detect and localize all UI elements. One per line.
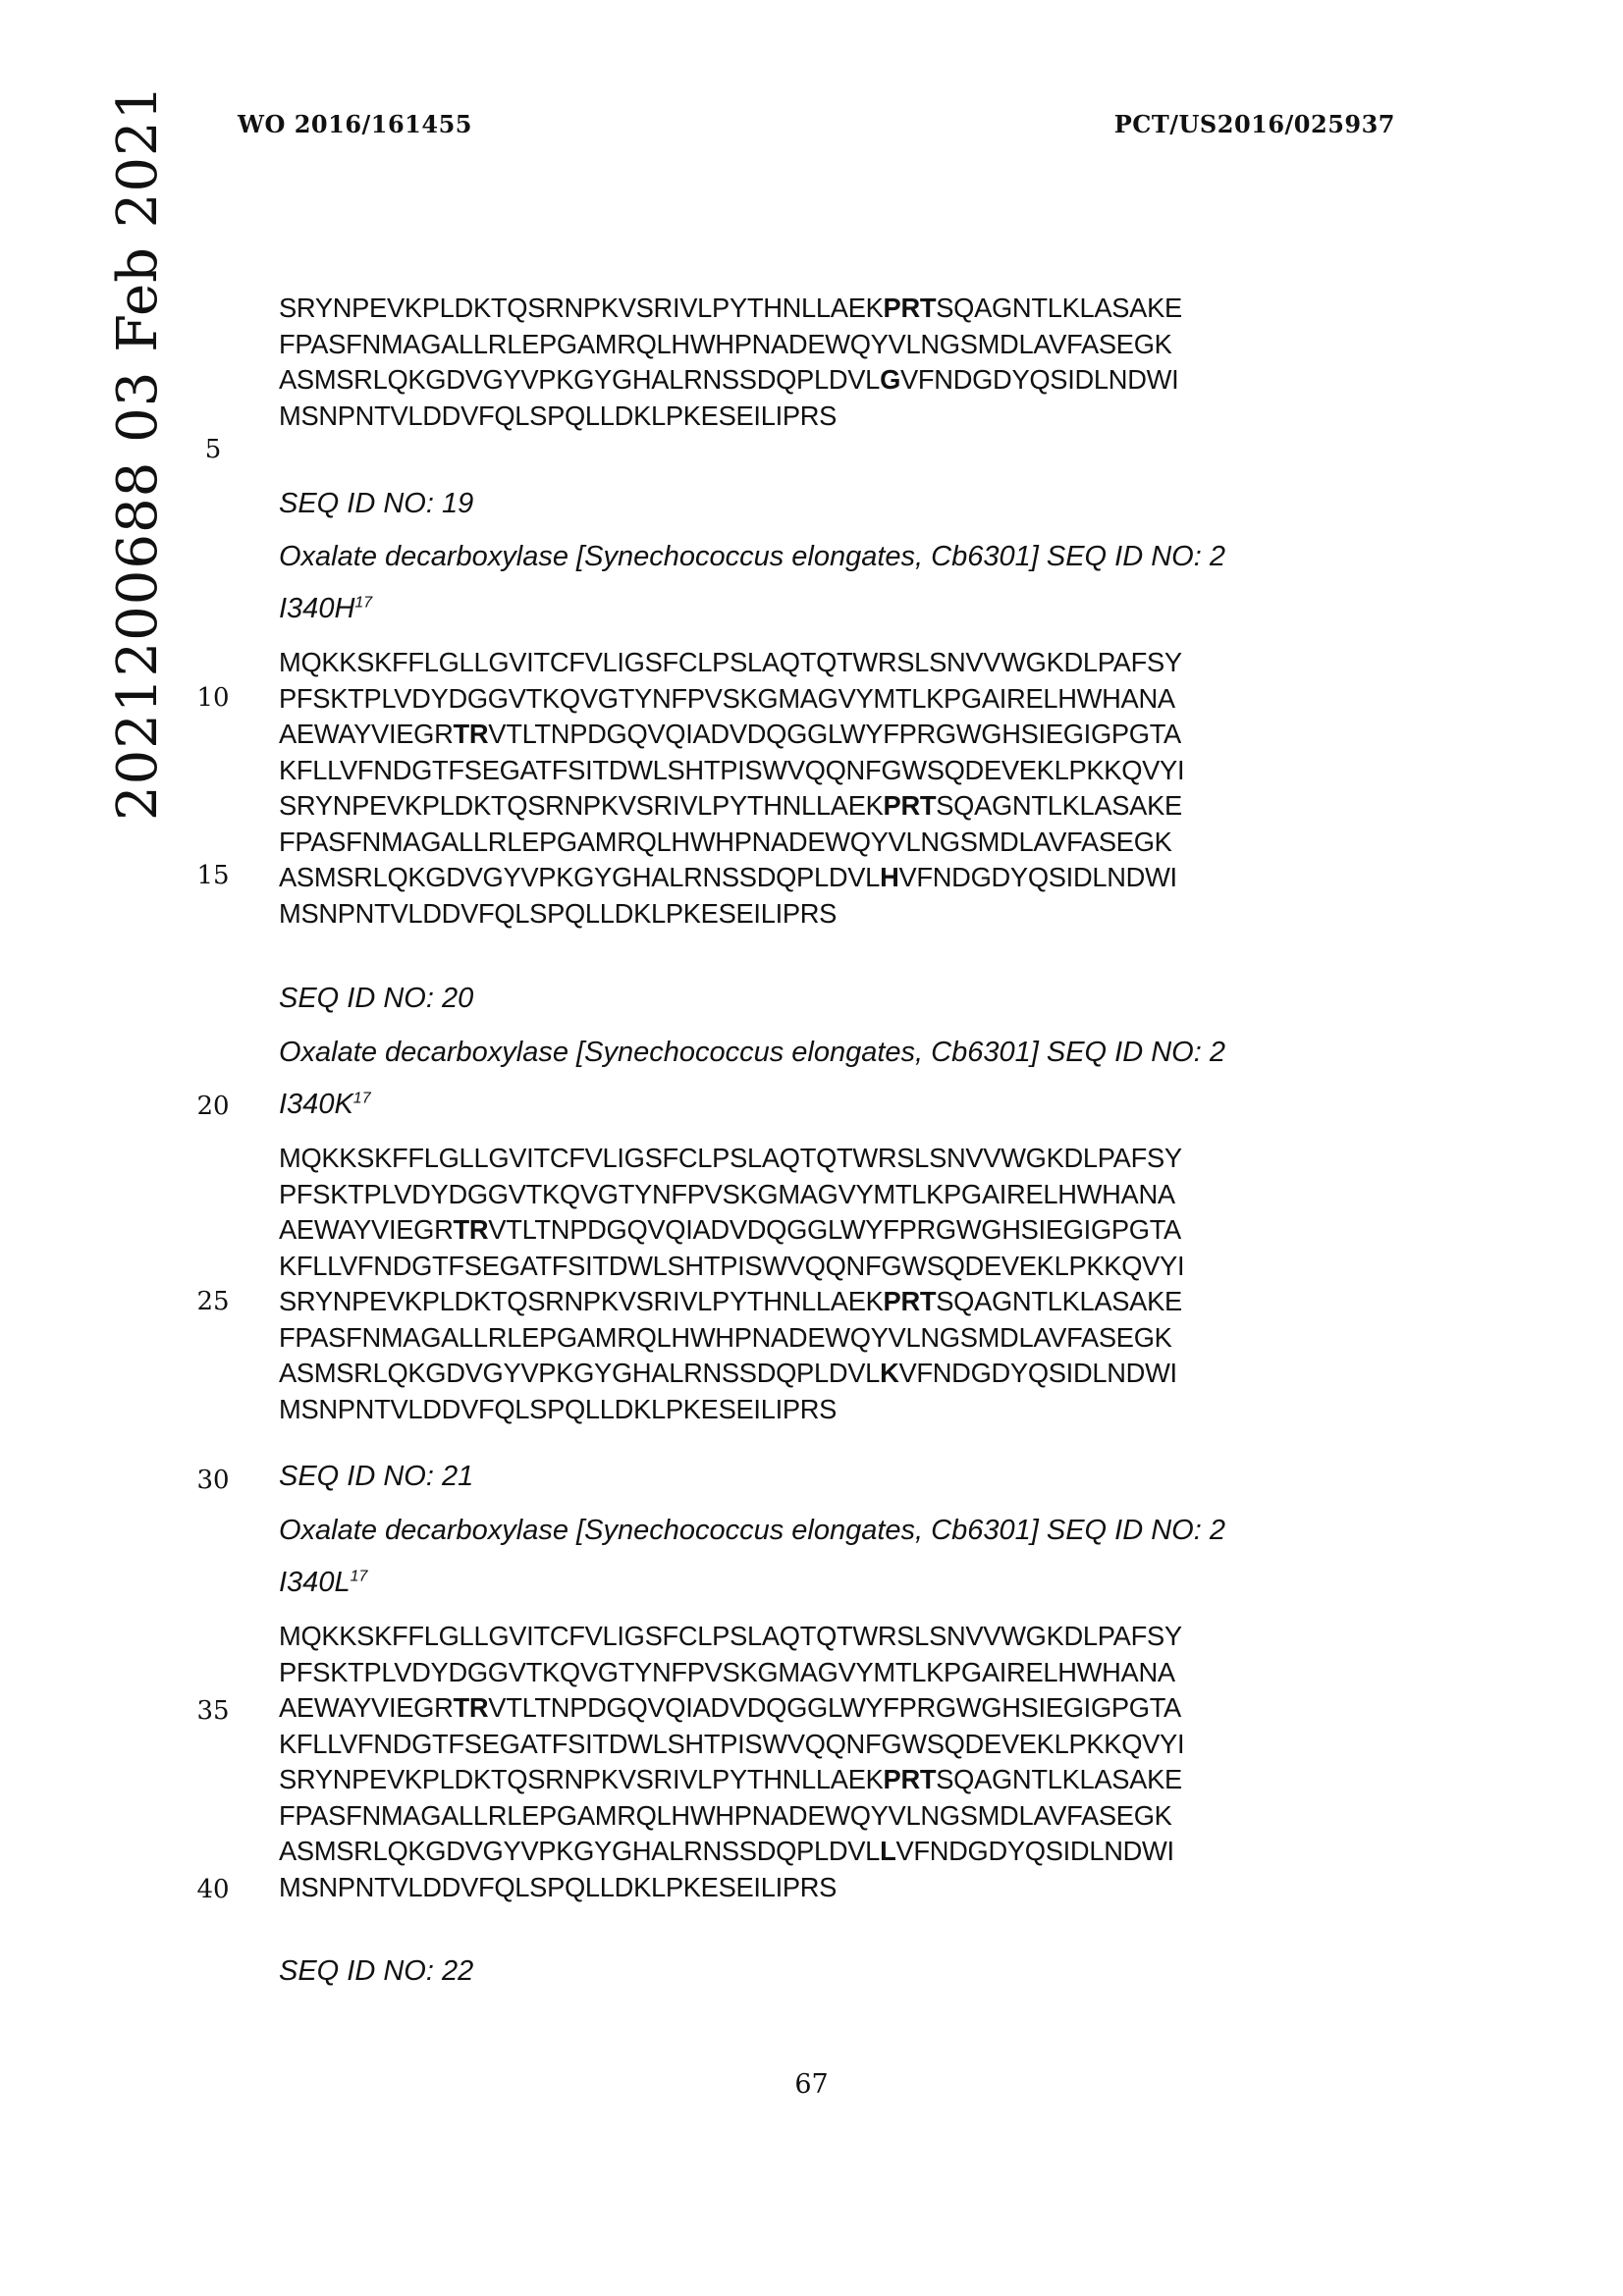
mutation-label: I340L bbox=[279, 1567, 351, 1598]
mutation-label: I340H bbox=[279, 593, 355, 624]
sequence-line: PFSKTPLVDYDGGVTKQVGTYNFPVSKGMAGVYMTLKPGAIRELHWHANA bbox=[279, 682, 1175, 714]
seq-id-21-description: Oxalate decarboxylase [Synechococcus elongates, Cb6301] SEQ ID NO: 2 bbox=[279, 1515, 1225, 1546]
sequence-line: AEWAYVIEGRTRVTLTNPDGQVQIADVDQGGLWYFPRGWGHSIEGIGPGTA bbox=[279, 1214, 1181, 1245]
sequence-line: PFSKTPLVDYDGGVTKQVGTYNFPVSKGMAGVYMTLKPGAIRELHWHANA bbox=[279, 1178, 1175, 1209]
sequence-line: SRYNPEVKPLDKTQSRNPKVSRIVLPYTHNLLAEKPRTSQAGNTLKLASAKE bbox=[279, 1286, 1182, 1316]
sequence-line: MSNPNTVLDDVFQLSPQLLDKLPKESEILIPRS bbox=[279, 400, 838, 431]
sequence-line: FPASFNMAGALLRLEPGAMRQLHWHPNADEWQYVLNGSMDLAVFASEGK bbox=[279, 1799, 1172, 1831]
seq-id-21-heading: SEQ ID NO: 21 bbox=[279, 1461, 474, 1492]
sequence-line: FPASFNMAGALLRLEPGAMRQLHWHPNADEWQYVLNGSMDLAVFASEGK bbox=[279, 826, 1172, 857]
footnote-ref: 17 bbox=[350, 1568, 368, 1585]
page-number: 67 bbox=[794, 2069, 829, 2100]
sequence-line: ASMSRLQKGDVGYVPKGYGHALRNSSDQPLDVLKVFNDGDYQSIDLNDWI bbox=[279, 1358, 1177, 1388]
sequence-line: KFLLVFNDGTFSEGATFSITDWLSHTPISWVQQNFGWSQDEVEKLPKKQVYI bbox=[279, 754, 1185, 785]
line-number-25: 25 bbox=[196, 1287, 230, 1316]
line-number-35: 35 bbox=[196, 1696, 230, 1726]
line-number-15: 15 bbox=[196, 861, 230, 890]
side-stamp-text: 2021200688 03 Feb 2021 bbox=[106, 83, 170, 821]
header-publication-number: WO 2016/161455 bbox=[238, 110, 472, 138]
footnote-ref: 17 bbox=[352, 1090, 371, 1107]
sequence-line: KFLLVFNDGTFSEGATFSITDWLSHTPISWVQQNFGWSQDEVEKLPKKQVYI bbox=[279, 1250, 1185, 1281]
sequence-line: ASMSRLQKGDVGYVPKGYGHALRNSSDQPLDVLLVFNDGDYQSIDLNDWI bbox=[279, 1836, 1174, 1866]
seq-id-20-description: Oxalate decarboxylase [Synechococcus elongates, Cb6301] SEQ ID NO: 2 bbox=[279, 1037, 1225, 1068]
mutation-label: I340K bbox=[279, 1089, 353, 1120]
sequence-line: MSNPNTVLDDVFQLSPQLLDKLPKESEILIPRS bbox=[279, 1871, 838, 1902]
sequence-block-21 bbox=[279, 1619, 1184, 1905]
sequence-line: MQKKSKFFLGLLGVITCFVLIGSFCLPSLAQTQTWRSLSNVVWGKDLPAFSY bbox=[279, 647, 1182, 677]
seq-id-20-heading: SEQ ID NO: 20 bbox=[279, 983, 474, 1014]
sequence-line: MQKKSKFFLGLLGVITCFVLIGSFCLPSLAQTQTWRSLSNVVWGKDLPAFSY bbox=[279, 1621, 1182, 1651]
sequence-line: MQKKSKFFLGLLGVITCFVLIGSFCLPSLAQTQTWRSLSNVVWGKDLPAFSY bbox=[279, 1143, 1182, 1173]
sequence-line: MSNPNTVLDDVFQLSPQLLDKLPKESEILIPRS bbox=[279, 1393, 838, 1424]
line-number-20: 20 bbox=[196, 1092, 230, 1121]
sequence-line: AEWAYVIEGRTRVTLTNPDGQVQIADVDQGGLWYFPRGWGHSIEGIGPGTA bbox=[279, 1692, 1181, 1723]
seq-id-20-mutation bbox=[279, 1087, 371, 1122]
line-number-5: 5 bbox=[204, 435, 222, 464]
seq-id-22-heading: SEQ ID NO: 22 bbox=[279, 1955, 474, 1987]
sequence-line: PFSKTPLVDYDGGVTKQVGTYNFPVSKGMAGVYMTLKPGAIRELHWHANA bbox=[279, 1656, 1175, 1687]
line-number-40: 40 bbox=[196, 1875, 230, 1904]
sequence-line: ASMSRLQKGDVGYVPKGYGHALRNSSDQPLDVLGVFNDGDYQSIDLNDWI bbox=[279, 364, 1179, 395]
sequence-line: MSNPNTVLDDVFQLSPQLLDKLPKESEILIPRS bbox=[279, 897, 838, 929]
seq-id-19-heading: SEQ ID NO: 19 bbox=[279, 488, 474, 519]
sequence-block-20 bbox=[279, 1141, 1184, 1427]
sequence-line: ASMSRLQKGDVGYVPKGYGHALRNSSDQPLDVLHVFNDGDYQSIDLNDWI bbox=[279, 862, 1177, 892]
sequence-line: FPASFNMAGALLRLEPGAMRQLHWHPNADEWQYVLNGSMDLAVFASEGK bbox=[279, 1321, 1172, 1353]
seq-id-19-description: Oxalate decarboxylase [Synechococcus elongates, Cb6301] SEQ ID NO: 2 bbox=[279, 541, 1225, 572]
sequence-block-19 bbox=[279, 645, 1184, 932]
sequence-line: AEWAYVIEGRTRVTLTNPDGQVQIADVDQGGLWYFPRGWGHSIEGIGPGTA bbox=[279, 719, 1181, 749]
seq-id-21-mutation bbox=[279, 1565, 367, 1600]
header-application-number: PCT/US2016/025937 bbox=[1113, 110, 1395, 138]
sequence-line: FPASFNMAGALLRLEPGAMRQLHWHPNADEWQYVLNGSMDLAVFASEGK bbox=[279, 328, 1172, 359]
sequence-line: SRYNPEVKPLDKTQSRNPKVSRIVLPYTHNLLAEKPRTSQAGNTLKLASAKE bbox=[279, 293, 1182, 323]
sequence-line: KFLLVFNDGTFSEGATFSITDWLSHTPISWVQQNFGWSQDEVEKLPKKQVYI bbox=[279, 1728, 1185, 1759]
footnote-ref: 17 bbox=[354, 594, 373, 612]
sequence-block-continued bbox=[279, 291, 1182, 434]
sequence-line: SRYNPEVKPLDKTQSRNPKVSRIVLPYTHNLLAEKPRTSQAGNTLKLASAKE bbox=[279, 790, 1182, 821]
line-number-30: 30 bbox=[196, 1466, 230, 1495]
sequence-line: SRYNPEVKPLDKTQSRNPKVSRIVLPYTHNLLAEKPRTSQAGNTLKLASAKE bbox=[279, 1764, 1182, 1794]
seq-id-19-mutation bbox=[279, 591, 372, 626]
line-number-10: 10 bbox=[196, 683, 230, 713]
